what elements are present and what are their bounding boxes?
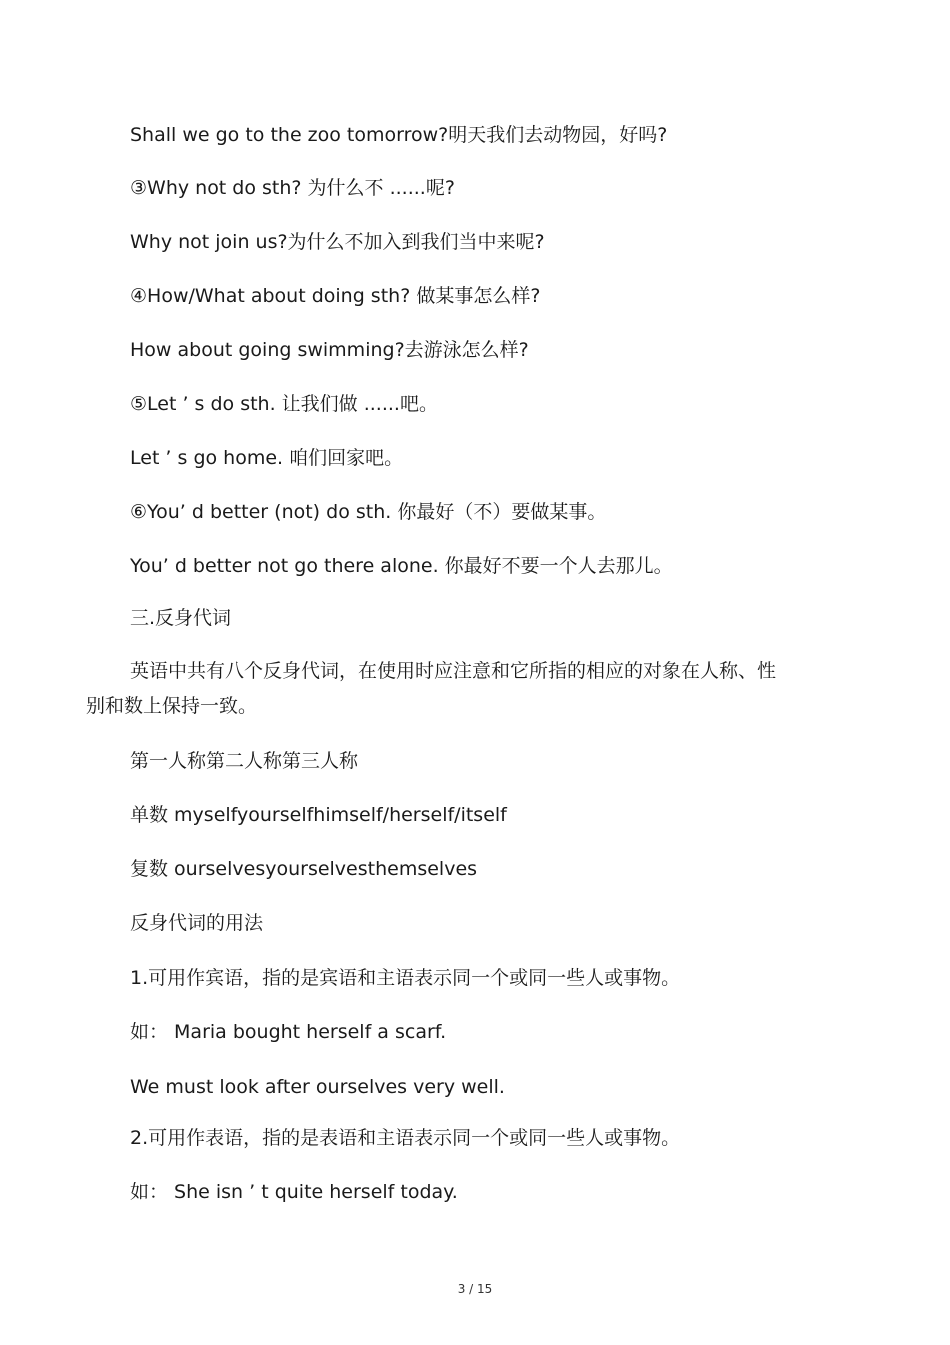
text-line: ⑥You’ d better (not) do sth. 你最好（不）要做某事。 xyxy=(130,501,607,523)
text-line: Shall we go to the zoo tomorrow?明天我们去动物园，好吗? xyxy=(130,124,668,146)
text-line: Why not join us?为什么不加入到我们当中来呢? xyxy=(130,231,545,253)
text-line: 2.可用作表语，指的是表语和主语表示同一个或同一些人或事物。 xyxy=(130,1127,681,1149)
text-line: ⑤Let ’ s do sth. 让我们做 ......吧。 xyxy=(130,393,438,415)
paragraph: 英语中共有八个反身代词，在使用时应注意和它所指的相应的对象在人称、性别和数上保持一致。 xyxy=(86,660,777,717)
text-line: 单数 myselfyourselfhimself/herself/itself xyxy=(130,804,507,826)
text-line: 如： Maria bought herself a scarf. xyxy=(130,1021,447,1043)
section-heading: 三.反身代词 xyxy=(130,607,232,629)
text-line: We must look after ourselves very well. xyxy=(130,1076,505,1098)
text-line: 如： She isn ’ t quite herself today. xyxy=(130,1181,458,1203)
text-line: ③Why not do sth? 为什么不 ......呢? xyxy=(130,177,455,199)
page-number: 3 / 15 xyxy=(457,1282,493,1296)
text-line: How about going swimming?去游泳怎么样? xyxy=(130,339,529,361)
text-line: 复数 ourselvesyourselvesthemselves xyxy=(130,858,478,880)
text-line: 1.可用作宾语，指的是宾语和主语表示同一个或同一些人或事物。 xyxy=(130,967,681,989)
subheading: 反身代词的用法 xyxy=(130,912,264,934)
text-line: You’ d better not go there alone. 你最好不要一个人去那儿。 xyxy=(130,555,673,577)
text-line: 第一人称第二人称第三人称 xyxy=(130,750,359,772)
text-line: Let ’ s go home. 咱们回家吧。 xyxy=(130,447,404,469)
text-line: ④How/What about doing sth? 做某事怎么样? xyxy=(130,285,541,307)
